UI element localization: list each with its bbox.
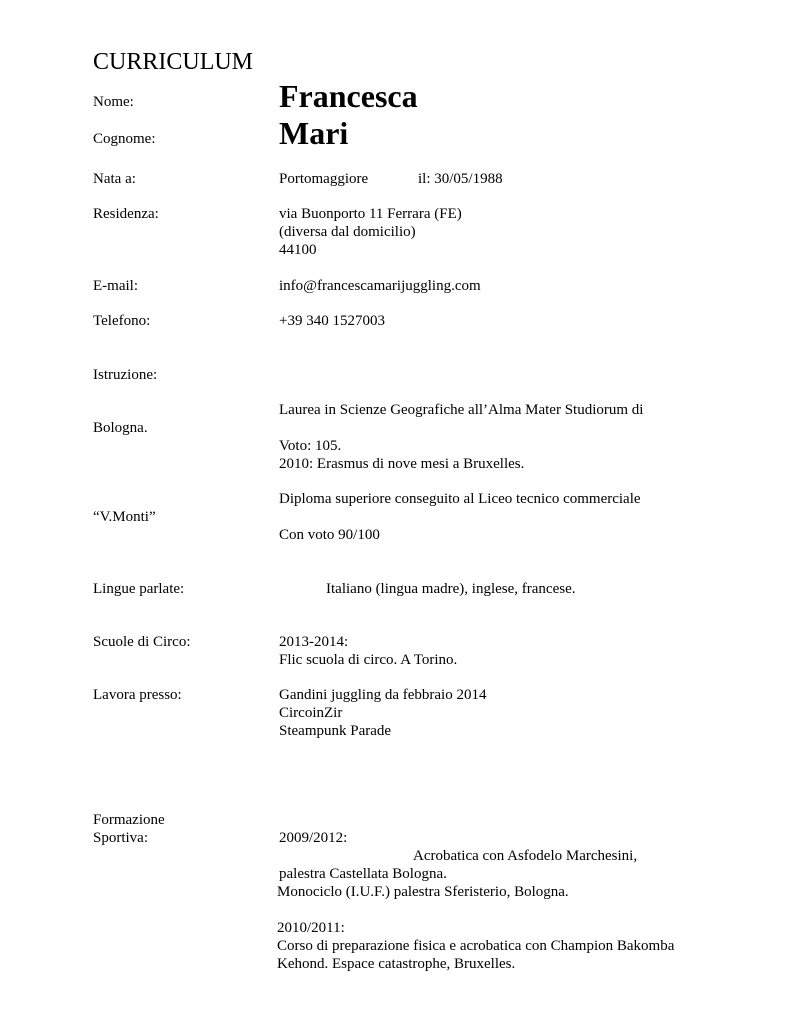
formazione-line: palestra Castellata Bologna. [279, 866, 447, 882]
formazione-line: Acrobatica con Asfodelo Marchesini, [413, 848, 638, 864]
formazione-period: 2009/2012: [279, 830, 348, 846]
scuole-label: Scuole di Circo: [93, 634, 191, 650]
formazione-line: Monociclo (I.U.F.) palestra Sferisterio, Bologna. [277, 884, 569, 900]
lingue-label: Lingue parlate: [93, 581, 185, 597]
lavoro-label: Lavora presso: [93, 687, 182, 703]
lavoro-line: CircoinZir [279, 705, 343, 721]
telefono-value: +39 340 1527003 [279, 313, 385, 329]
page-title: CURRICULUM [93, 49, 254, 75]
formazione-label: Sportiva: [93, 830, 148, 846]
formazione-period: 2010/2011: [277, 920, 345, 936]
email-label: E-mail: [93, 278, 138, 294]
formazione-label: Formazione [93, 812, 165, 828]
diploma-cont-text: “V.Monti” [93, 509, 156, 525]
residenza-label: Residenza: [93, 206, 159, 222]
email-value: info@francescamarijuggling.com [279, 278, 481, 294]
diploma-text: Diploma superiore conseguito al Liceo tecnico commerciale [279, 491, 641, 507]
lavoro-line: Steampunk Parade [279, 723, 392, 739]
scuole-line: Flic scuola di circo. A Torino. [279, 652, 458, 668]
residenza-line: (diversa dal domicilio) [279, 224, 416, 240]
lingue-value: Italiano (lingua madre), inglese, francese. [326, 581, 576, 597]
diploma-voto-text: Con voto 90/100 [279, 527, 380, 543]
nascita-date: il: 30/05/1988 [418, 171, 503, 187]
cognome-label: Cognome: [93, 131, 156, 147]
scuole-line: 2013-2014: [279, 634, 349, 650]
residenza-line: 44100 [279, 242, 317, 258]
nascita-label: Nata a: [93, 171, 136, 187]
nome-label: Nome: [93, 94, 134, 110]
erasmus-text: 2010: Erasmus di nove mesi a Bruxelles. [279, 456, 525, 472]
nome-value: Francesca [279, 78, 418, 114]
cognome-value: Mari [279, 115, 349, 151]
laurea-cont-text: Bologna. [93, 420, 148, 436]
nascita-place: Portomaggiore [279, 171, 369, 187]
lavoro-line: Gandini juggling da febbraio 2014 [279, 687, 487, 703]
formazione-line: Corso di preparazione fisica e acrobatica con Champion Bakomba [277, 938, 675, 954]
residenza-line: via Buonporto 11 Ferrara (FE) [279, 206, 462, 222]
istruzione-label: Istruzione: [93, 367, 158, 383]
laurea-text: Laurea in Scienze Geografiche all’Alma Mater Studiorum di [279, 402, 644, 418]
voto-text: Voto: 105. [279, 438, 342, 454]
formazione-line: Kehond. Espace catastrophe, Bruxelles. [277, 956, 516, 972]
telefono-label: Telefono: [93, 313, 151, 329]
